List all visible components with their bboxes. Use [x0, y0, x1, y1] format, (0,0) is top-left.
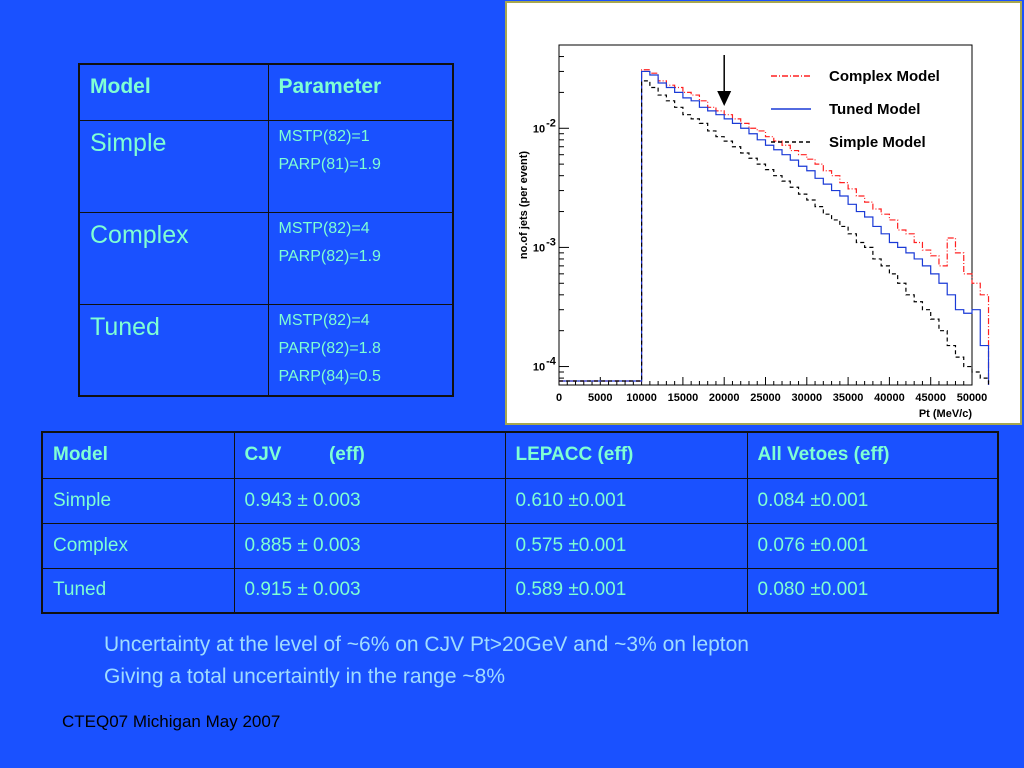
table-header-row: [42, 432, 998, 478]
model-name: Tuned: [79, 304, 268, 396]
y-tick-exponent: -3: [546, 236, 556, 249]
arrow-head: [717, 91, 731, 106]
series-line: [559, 70, 989, 385]
series-line: [559, 71, 989, 385]
parameter-value: PARP(82)=1.9: [278, 247, 381, 265]
x-tick-label: 35000: [832, 392, 864, 404]
x-tick-label: 10000: [626, 392, 657, 404]
model-cell: Complex: [42, 523, 234, 568]
uncertainty-note: Uncertainty at the level of ~6% on CJV Pt>20GeV and ~3% on lepton: [104, 633, 749, 656]
table-row: [79, 120, 453, 212]
parameter-cell: [268, 304, 453, 396]
jet-pt-plot: [505, 1, 1022, 425]
efficiency-table: [41, 431, 999, 614]
x-tick-label: 25000: [750, 392, 781, 404]
plot-area-frame: [559, 45, 972, 385]
y-tick-label: 10: [532, 242, 546, 255]
table-row: [42, 478, 998, 523]
lepacc-cell: 0.575 ±0.001: [505, 523, 747, 568]
table-row: [79, 304, 453, 396]
legend-label: Complex Model: [829, 68, 940, 85]
model-name: Complex: [79, 212, 268, 304]
x-axis-label: Pt (MeV/c): [918, 408, 972, 420]
x-tick-label: 45000: [915, 392, 946, 404]
table-row: [42, 568, 998, 613]
model-cell: Simple: [42, 478, 234, 523]
cjv-cell: 0.885 ± 0.003: [234, 523, 505, 568]
header-lepacc: LEPACC (eff): [505, 432, 747, 478]
x-tick-label: 30000: [791, 392, 823, 404]
plot-svg: [507, 3, 1020, 423]
table-row: [42, 523, 998, 568]
parameter-value: PARP(84)=0.5: [278, 367, 381, 385]
x-tick-label: 0: [555, 392, 563, 404]
header-parameter: Parameter: [268, 64, 453, 120]
legend-label: Tuned Model: [829, 101, 921, 118]
model-name: Simple: [79, 120, 268, 212]
total-uncertainty-note: Giving a total uncertaintly in the range ~8%: [104, 665, 505, 688]
model-cell: Tuned: [42, 568, 234, 613]
table-header-row: [79, 64, 453, 120]
header-all-vetoes: All Vetoes (eff): [747, 432, 998, 478]
lepacc-cell: 0.589 ±0.001: [505, 568, 747, 613]
header-model: Model: [42, 432, 234, 478]
table-row: [79, 212, 453, 304]
y-tick-label: 10: [532, 361, 546, 374]
x-tick-label: 5000: [588, 392, 613, 404]
parameter-value: MSTP(82)=1: [278, 127, 370, 145]
legend-label: Simple Model: [829, 134, 926, 151]
lepacc-cell: 0.610 ±0.001: [505, 478, 747, 523]
vetoes-cell: 0.080 ±0.001: [747, 568, 998, 613]
series-line: [559, 81, 989, 385]
x-tick-label: 20000: [708, 392, 740, 404]
x-tick-label: 50000: [956, 392, 988, 404]
footer-text: CTEQ07 Michigan May 2007: [62, 712, 281, 731]
header-model: Model: [79, 64, 268, 120]
parameter-table: [78, 63, 454, 397]
vetoes-cell: 0.076 ±0.001: [747, 523, 998, 568]
parameter-value: MSTP(82)=4: [278, 219, 370, 237]
cjv-cell: 0.943 ± 0.003: [234, 478, 505, 523]
y-tick-label: 10: [532, 123, 546, 136]
parameter-value: MSTP(82)=4: [278, 311, 370, 329]
parameter-cell: [268, 120, 453, 212]
vetoes-cell: 0.084 ±0.001: [747, 478, 998, 523]
y-tick-exponent: -2: [546, 117, 556, 130]
y-axis-label: no.of jets (per event): [518, 150, 530, 260]
parameter-value: PARP(82)=1.8: [278, 339, 381, 357]
parameter-cell: [268, 212, 453, 304]
x-tick-label: 40000: [874, 392, 905, 404]
y-tick-exponent: -4: [546, 355, 556, 368]
x-tick-label: 15000: [667, 392, 699, 404]
cjv-cell: 0.915 ± 0.003: [234, 568, 505, 613]
parameter-value: PARP(81)=1.9: [278, 155, 381, 173]
header-cjv: CJV (eff): [234, 432, 505, 478]
